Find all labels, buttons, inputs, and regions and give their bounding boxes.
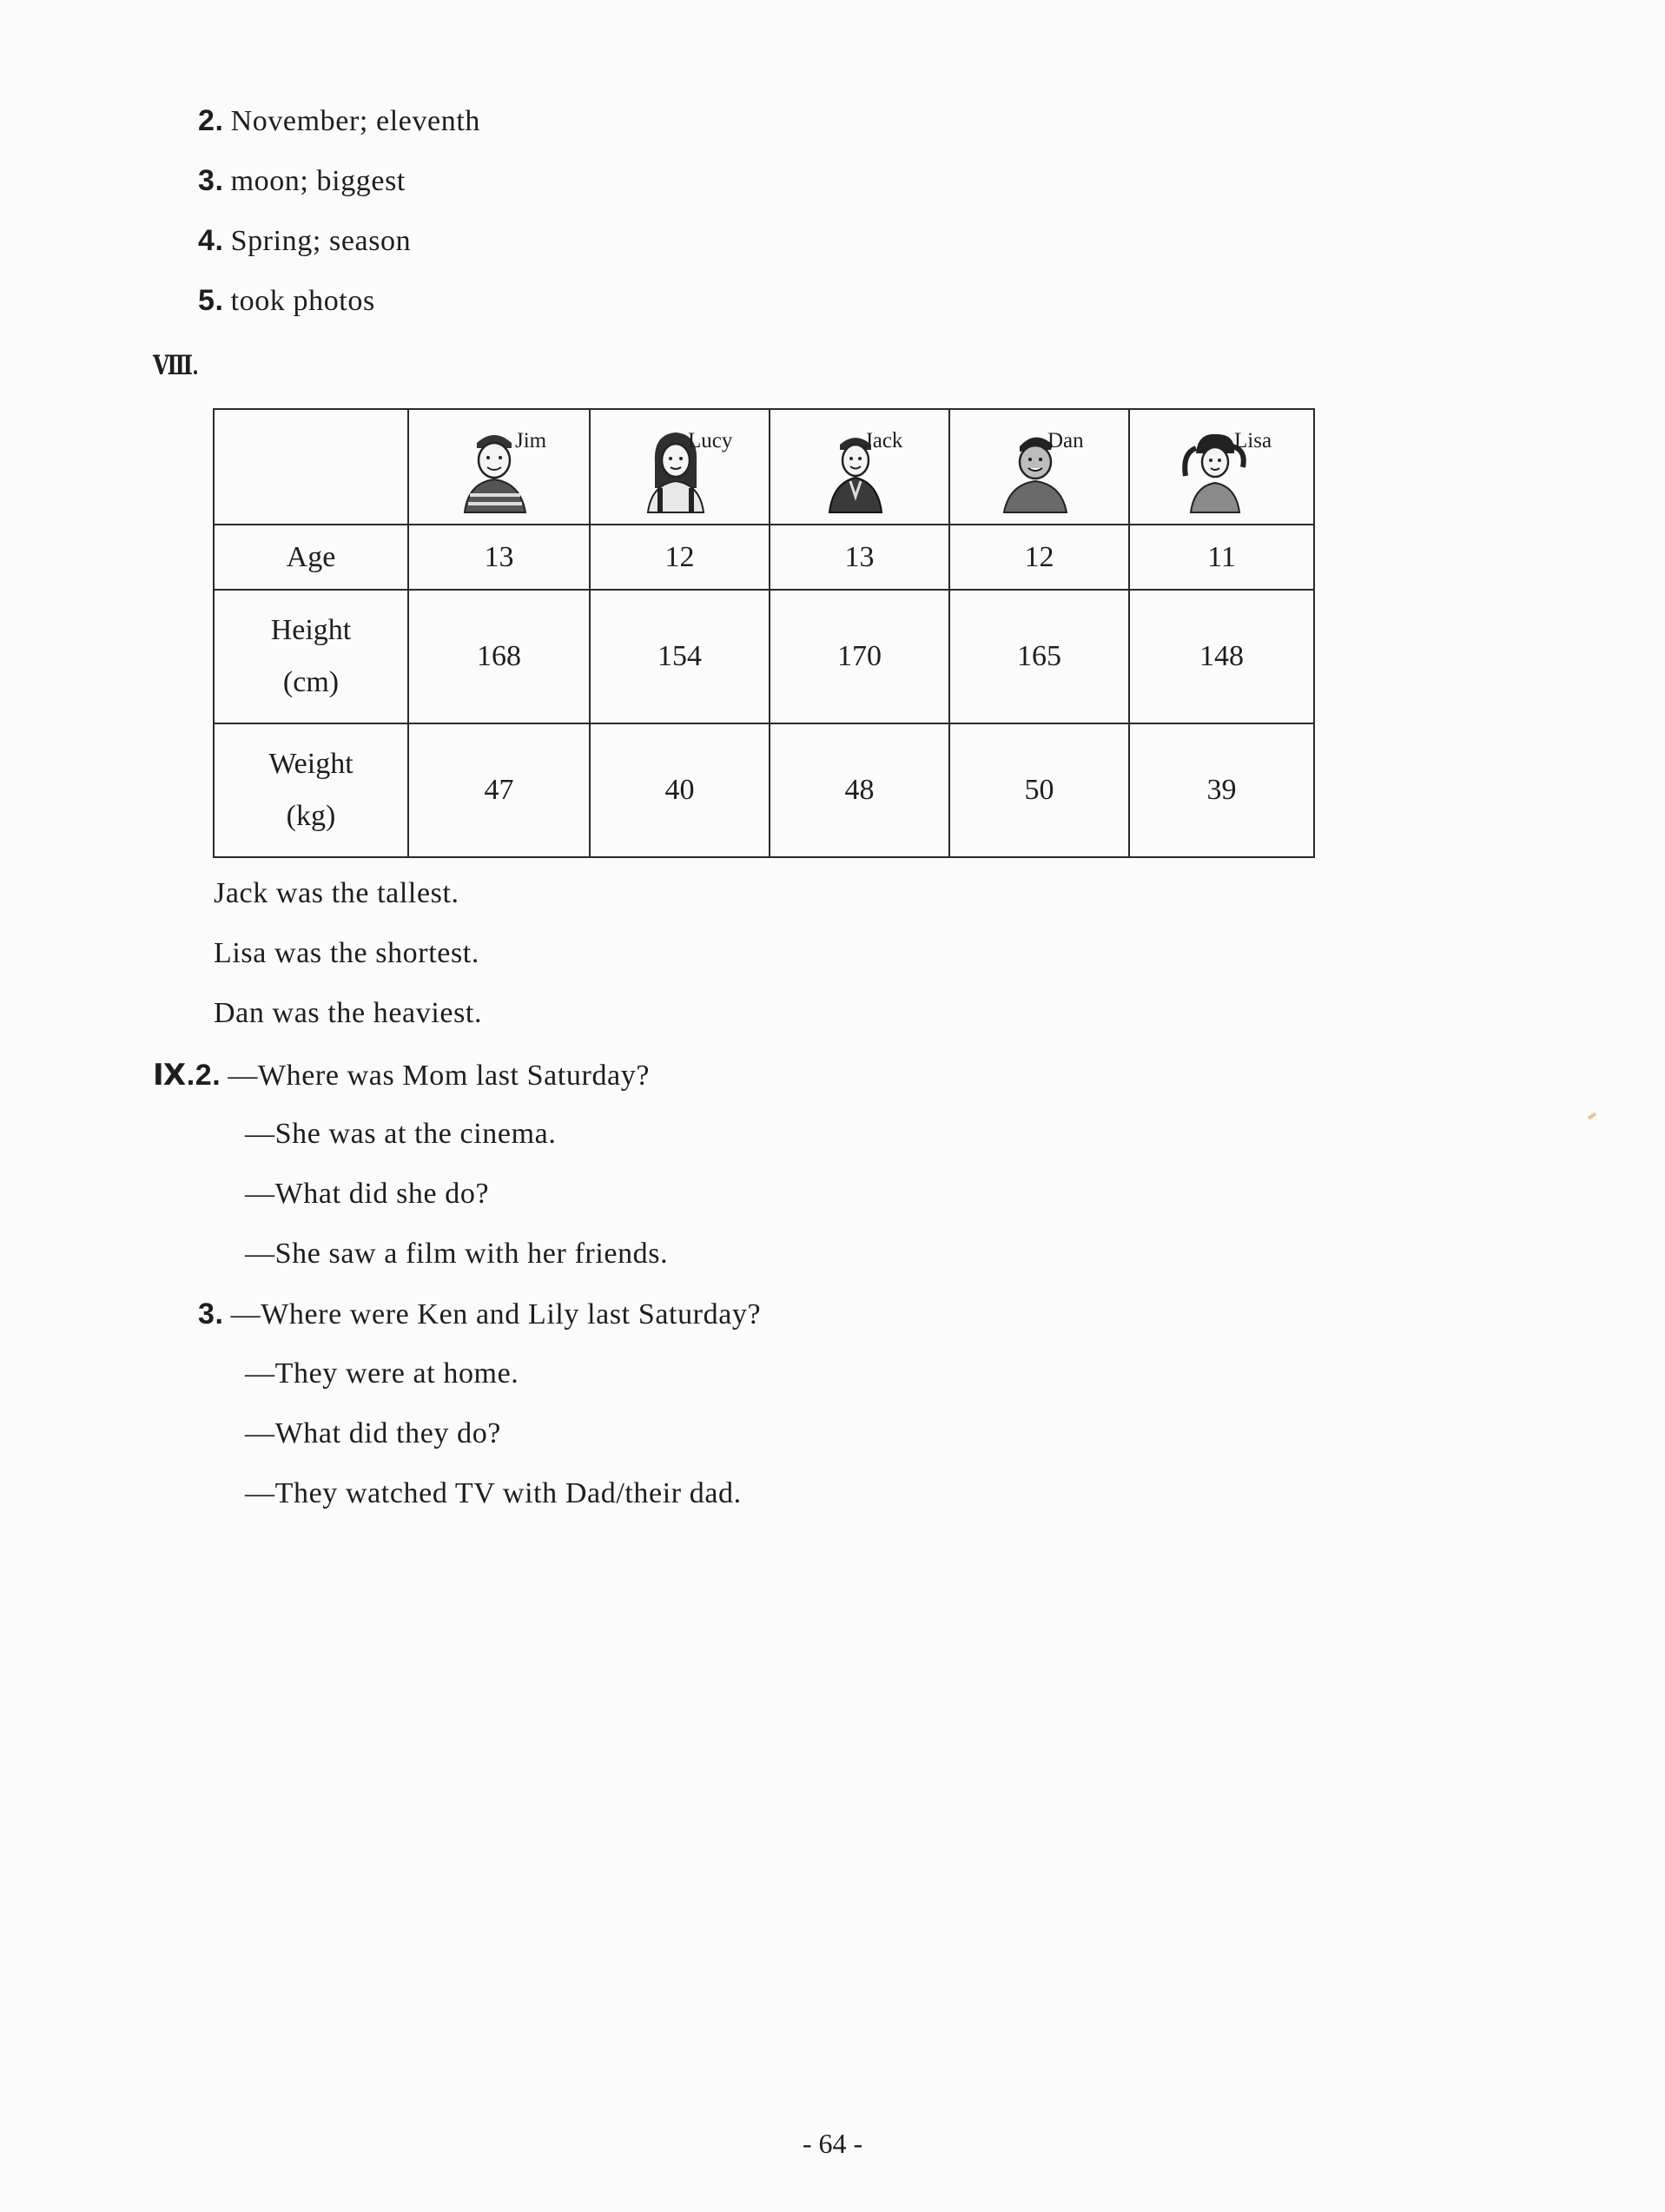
- character-cell-lisa: [1129, 409, 1314, 525]
- character-name: Jim: [515, 429, 547, 452]
- character-cell-dan: [949, 409, 1129, 525]
- table-cell: 39: [1129, 723, 1314, 857]
- comparison-table: [213, 408, 1315, 858]
- dialog-line: —What did they do?: [245, 1417, 502, 1449]
- dialog-line: Ⅸ.2. —Where was Mom last Saturday?: [153, 1059, 651, 1092]
- table-cell: 13: [408, 525, 590, 590]
- row-unit: (cm): [282, 666, 340, 698]
- table-row-height: [214, 590, 1314, 723]
- row-label: [214, 590, 408, 723]
- table-row-age: [214, 525, 1314, 590]
- summary-sentence: Dan was the heaviest.: [214, 997, 483, 1029]
- answer-line: 2. November; eleventh: [198, 104, 480, 137]
- character-cell-lucy: [590, 409, 770, 525]
- row-label: [214, 723, 408, 857]
- row-label-text: Height: [270, 614, 352, 646]
- table-cell: 50: [949, 723, 1129, 857]
- character-name: Dan: [1047, 429, 1084, 452]
- dialog-line: —They were at home.: [245, 1357, 519, 1390]
- summary-sentence: Lisa was the shortest.: [214, 937, 479, 969]
- character-name: Lisa: [1234, 429, 1272, 452]
- summary-sentence: Jack was the tallest.: [214, 877, 459, 909]
- character-name: Lucy: [688, 429, 733, 452]
- table-cell: 168: [408, 590, 590, 723]
- row-label: [214, 525, 408, 590]
- table-cell: 165: [949, 590, 1129, 723]
- page-number: - 64 -: [802, 2128, 863, 2159]
- empty-corner-cell: [214, 409, 408, 525]
- table-cell: 11: [1129, 525, 1314, 590]
- row-unit: (kg): [286, 800, 336, 832]
- answer-line: 3. moon; biggest: [198, 164, 406, 197]
- answer-line: 4. Spring; season: [198, 224, 412, 257]
- section-ix-label: Ⅸ.: [153, 1059, 195, 1092]
- section-viii-label: Ⅷ.: [153, 350, 198, 380]
- dialog-line: —She was at the cinema.: [245, 1118, 557, 1150]
- character-name: Jack: [864, 429, 903, 452]
- table-row-weight: [214, 723, 1314, 857]
- dialog-line: —They watched TV with Dad/their dad.: [245, 1477, 742, 1509]
- dialog-line: —She saw a film with her friends.: [245, 1238, 669, 1270]
- character-cell-jack: [770, 409, 949, 525]
- table-cell: 12: [949, 525, 1129, 590]
- table-cell: 148: [1129, 590, 1314, 723]
- table-cell: 154: [590, 590, 770, 723]
- table-cell: 12: [590, 525, 770, 590]
- table-cell: 48: [770, 723, 949, 857]
- table-header-row: [214, 409, 1314, 525]
- dialog-line: 3. —Where were Ken and Lily last Saturday?: [198, 1297, 762, 1331]
- dialog-line: —What did she do?: [245, 1178, 490, 1210]
- table-cell: 170: [770, 590, 949, 723]
- table-cell: 47: [408, 723, 590, 857]
- table-cell: 13: [770, 525, 949, 590]
- table-cell: 40: [590, 723, 770, 857]
- answer-line: 5. took photos: [198, 284, 375, 317]
- character-cell-jim: [408, 409, 590, 525]
- row-label-text: Age: [286, 540, 336, 573]
- row-label-text: Weight: [268, 748, 353, 780]
- paper-speck: [1588, 1112, 1596, 1119]
